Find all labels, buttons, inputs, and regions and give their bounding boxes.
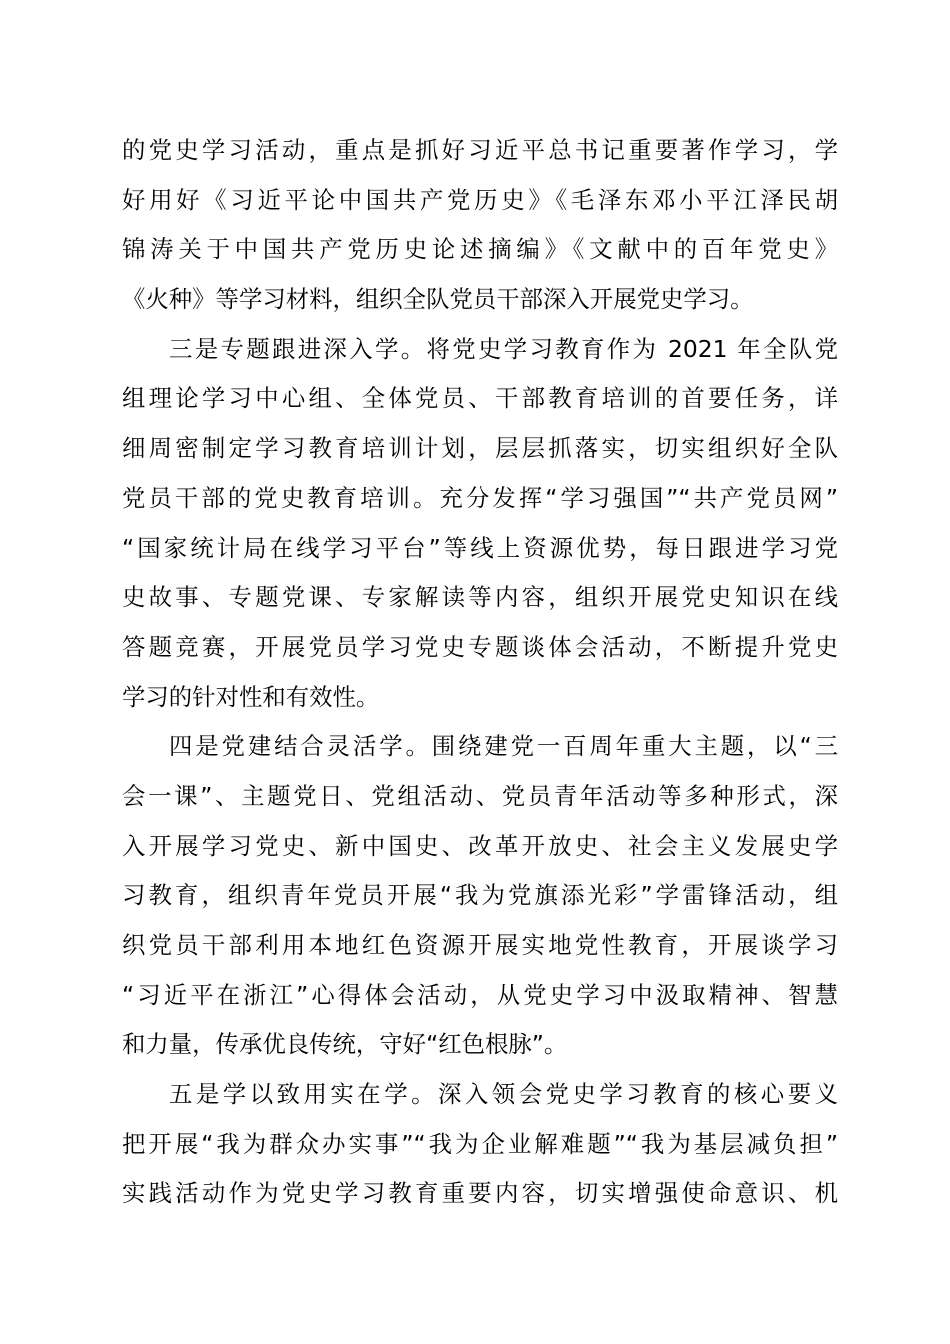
- text-line: “国家统计局在线学习平台”等线上资源优势，每日跟进学习党: [122, 533, 838, 562]
- text-line: 和力量，传承优良传统，守好“红色根脉”。: [122, 1030, 568, 1059]
- text-line: 实践活动作为党史学习教育重要内容，切实增强使命意识、机: [122, 1179, 838, 1208]
- text-line: “习近平在浙江”心得体会活动，从党史学习中汲取精神、智慧: [122, 980, 838, 1009]
- text-line: 的党史学习活动，重点是抓好习近平总书记重要著作学习，学: [122, 136, 838, 164]
- text-line: 会一课”、主题党日、党组活动、党员青年活动等多种形式，深: [122, 781, 838, 810]
- text-line: 组理论学习中心组、全体党员、干部教育培训的首要任务，详: [122, 384, 838, 413]
- text-line: 史故事、专题党课、专家解读等内容，组织开展党史知识在线: [122, 583, 838, 612]
- text-line: 锦涛关于中国共产党历史论述摘编》《文献中的百年党史》: [122, 235, 838, 264]
- paragraph-three-start: 三是专题跟进深入学。将党史学习教育作为 2021 年全队党: [169, 334, 838, 363]
- text-line: 答题竞赛，开展党员学习党史专题谈体会活动，不断提升党史: [122, 632, 838, 661]
- text-line: 好用好《习近平论中国共产党历史》《毛泽东邓小平江泽民胡: [122, 185, 838, 214]
- document-body: [122, 126, 838, 1219]
- text-line: 学习的针对性和有效性。: [122, 682, 380, 711]
- text-line: 把开展“我为群众办实事”“我为企业解难题”“我为基层减负担”: [122, 1129, 838, 1158]
- text-line: 细周密制定学习教育培训计划，层层抓落实，切实组织好全队: [122, 434, 838, 463]
- text-line: 织党员干部利用本地红色资源开展实地党性教育，开展谈学习: [122, 931, 838, 959]
- text-line: 党员干部的党史教育培训。充分发挥“学习强国”“共产党员网”: [122, 483, 838, 512]
- text-line: 《火种》等学习材料，组织全队党员干部深入开展党史学习。: [122, 285, 754, 314]
- paragraph-five-start: 五是学以致用实在学。深入领会党史学习教育的核心要义: [169, 1080, 838, 1109]
- paragraph-four-start: 四是党建结合灵活学。围绕建党一百周年重大主题，以“三: [169, 732, 838, 761]
- text-line: 习教育，组织青年党员开展“我为党旗添光彩”学雷锋活动，组: [122, 881, 838, 910]
- text-line: 入开展学习党史、新中国史、改革开放史、社会主义发展史学: [122, 831, 838, 860]
